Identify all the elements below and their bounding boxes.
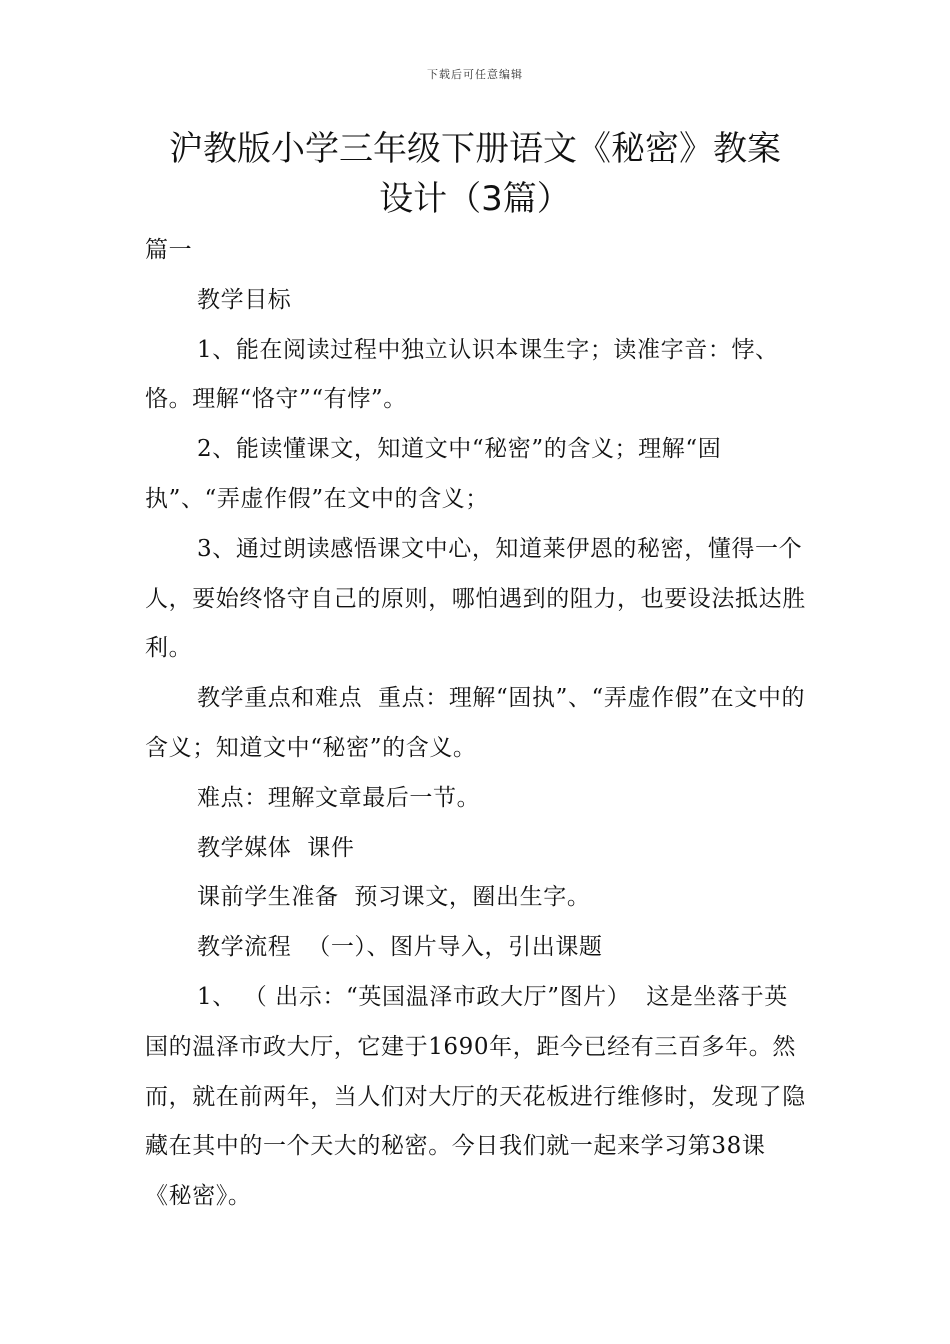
document-title-line-1: 沪教版小学三年级下册语文《秘密》教案 [169,129,781,169]
paragraph-media: 教学媒体 课件 [197,834,355,861]
paragraph-key-points: 教学重点和难点 重点：理解“固执”、“弄虚作假”在文中的含义；知道文中“秘密”的含义。 [145,685,806,761]
document-title-line-2: 设计（3篇） [379,179,571,219]
paragraph-process: 教学流程 （一）、图片导入，引出课题 [197,934,603,961]
paragraph-step-1: 1、 （ 出示：“英国温泽市政大厅”图片） 这是坐落于英国的温泽市政大厅，它建于1690年，距今已经有三百多年。然而，就在前两年，当人们对大厅的天花板进行维修时，发现了隐藏在其中的一个天大的秘密。今日我们就一起来学习第38课《秘密》。 [145,983,806,1210]
paragraph-goal-3: 3、通过朗读感悟课文中心，知道莱伊恩的秘密，懂得一个人，要始终恪守自己的原则，哪怕遇到的阻力，也要设法抵达胜利。 [145,535,806,662]
paragraph-preparation: 课前学生准备 预习课文，圈出生字。 [197,884,591,911]
header-note: 下载后可任意编辑 [427,68,523,81]
paragraph-difficulty: 难点：理解文章最后一节。 [197,784,481,811]
paragraph-goal-2: 2、能读懂课文，知道文中“秘密”的含义；理解“固执”、“弄虚作假”在文中的含义； [145,436,722,512]
paragraph-teaching-goals: 教学目标 [197,286,292,313]
paragraph-goal-1: 1、能在阅读过程中独立认识本课生字；读准字音：悖、恪。理解“恪守”“有悖”。 [145,336,779,413]
section-heading: 篇一 [145,237,193,263]
document-body [145,226,810,1222]
document-title [0,124,950,224]
